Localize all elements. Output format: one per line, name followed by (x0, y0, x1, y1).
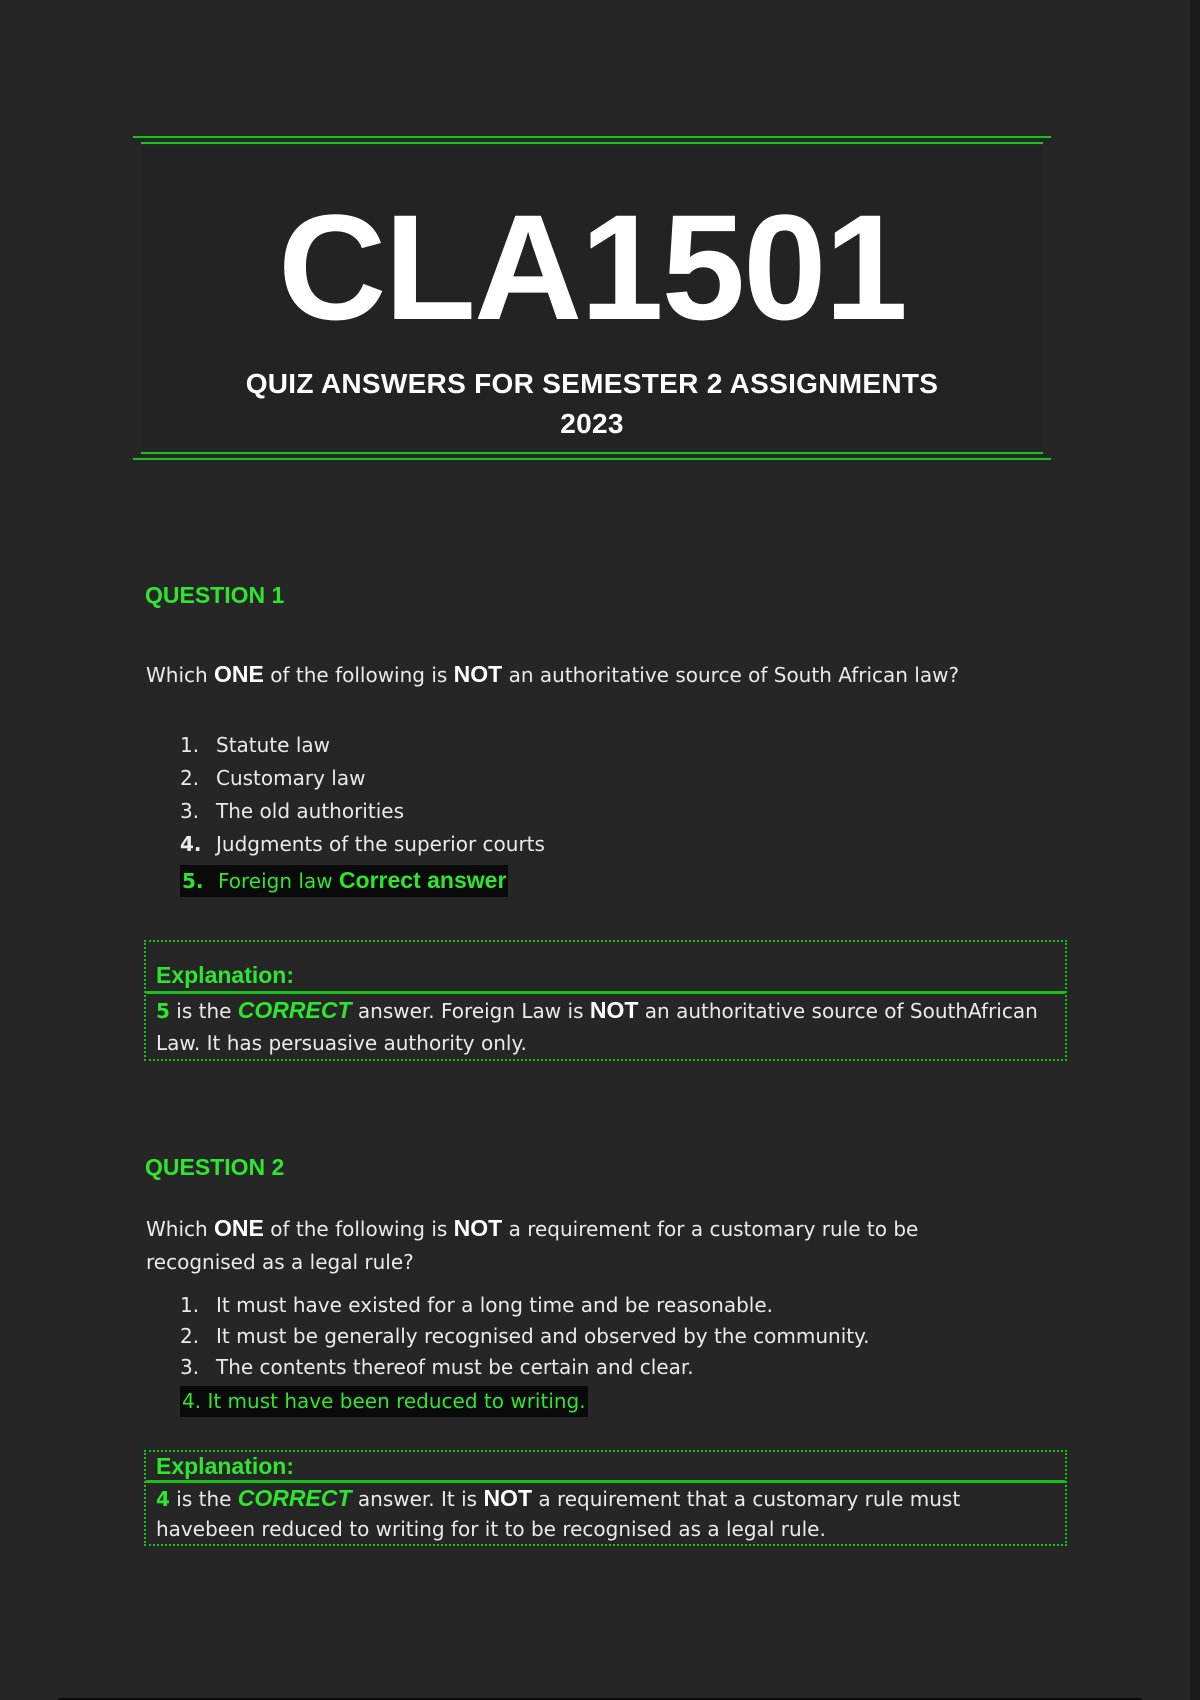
explanation-heading: Explanation: (146, 1452, 1065, 1483)
explanation-box-2 (144, 1450, 1067, 1546)
course-code: CLA1501 (278, 183, 906, 351)
document-subtitle (201, 364, 983, 444)
explanation-text: 5 is the CORRECT answer. Foreign Law is NOT an authoritative source of SouthAfrican Law. It has persuasive authority only. (156, 997, 1038, 1055)
list-item: 1. Statute law (180, 733, 330, 757)
subtitle-line-1: QUIZ ANSWERS FOR SEMESTER 2 ASSIGNMENTS (245, 368, 939, 399)
title-panel (141, 146, 1043, 449)
subtitle-line-2: 2023 (560, 408, 624, 439)
page-edge (1190, 0, 1200, 1700)
question-1-text: Which ONE of the following is NOT an authoritative source of South African law? (146, 661, 960, 687)
question-2-text: Which ONE of the following is NOT a requirement for a customary rule to be recognised as a legal rule? (146, 1215, 919, 1274)
list-item: 3. The old authorities (180, 799, 404, 823)
explanation-heading: Explanation: (146, 942, 1065, 994)
list-item: 1. It must have existed for a long time and be reasonable. (180, 1293, 773, 1317)
explanation-text: 4 is the CORRECT answer. It is NOT a requirement that a customary rule must havebeen reduced to writing for it to be recognised as a legal rule. (156, 1485, 961, 1541)
correct-answer-highlight: 5. Foreign law Correct answer (180, 865, 508, 897)
top-double-rule (133, 136, 1051, 143)
correct-option (180, 865, 545, 898)
question-1-options (180, 729, 545, 898)
correct-answer-highlight: 4. It must have been reduced to writing. (180, 1386, 588, 1417)
title-block (133, 136, 1051, 459)
bottom-double-rule (133, 452, 1051, 459)
explanation-box-1 (144, 940, 1067, 1061)
list-item: 2. It must be generally recognised and observed by the community. (180, 1324, 870, 1348)
correct-option (180, 1385, 869, 1418)
correct-answer-tag: Correct answer (338, 867, 507, 893)
list-item: 3. The contents thereof must be certain and clear. (180, 1355, 694, 1379)
list-item: 2. Customary law (180, 766, 366, 790)
question-1-heading: QUESTION 1 (145, 582, 285, 608)
question-2-heading: QUESTION 2 (145, 1154, 285, 1180)
question-2-options (180, 1290, 869, 1418)
list-item: 4. Judgments of the superior courts (180, 832, 545, 856)
